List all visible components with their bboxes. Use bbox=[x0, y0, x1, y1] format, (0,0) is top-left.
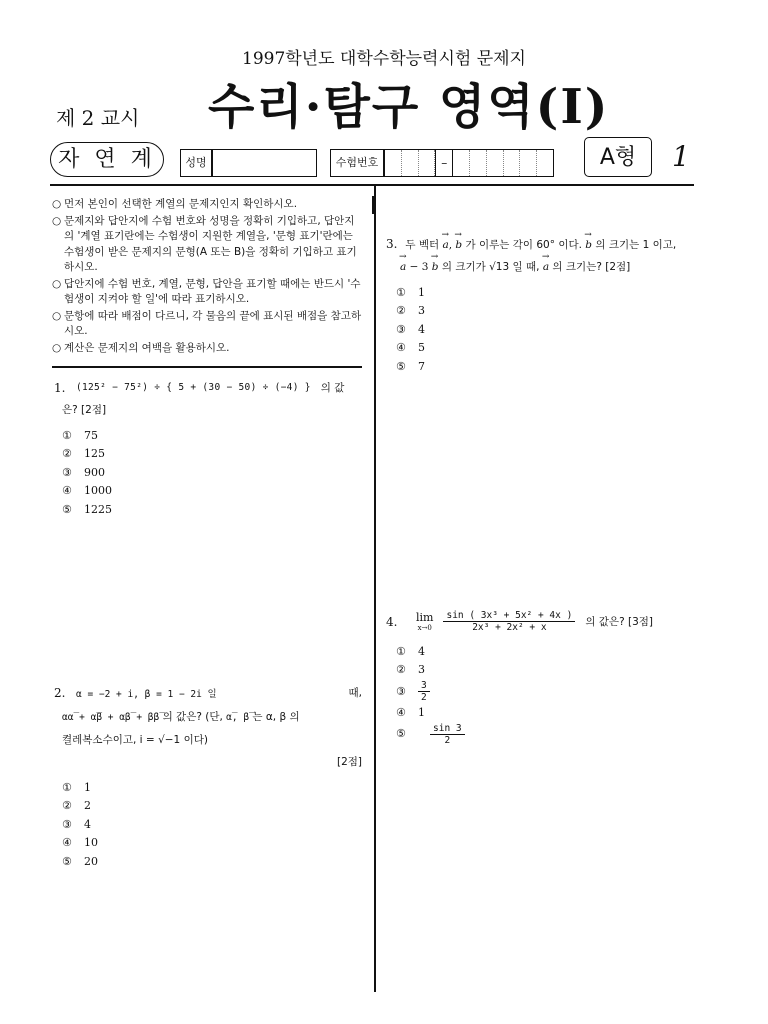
question-text: 두 벡터 bbox=[405, 239, 440, 251]
limit-operator: lim bbox=[416, 611, 434, 624]
vector-b: → b bbox=[432, 256, 439, 278]
question-expression: α̅, β̅ bbox=[226, 712, 250, 723]
question-2 bbox=[54, 682, 362, 871]
fraction-numerator: sin ( 3x³ + 5x² + 4x ) bbox=[443, 610, 575, 622]
header-rule bbox=[50, 184, 694, 186]
column-divider-tick bbox=[372, 196, 376, 214]
instruction-item: ○ 문항에 따라 배점이 다르니, 각 물음의 끝에 표시된 배점을 참고하시오. bbox=[52, 309, 362, 337]
question-text: 의 값 bbox=[320, 382, 345, 394]
limit-fraction bbox=[443, 610, 575, 633]
exam-number-digit[interactable] bbox=[402, 150, 419, 176]
answer-choices bbox=[54, 779, 362, 871]
answer-choice[interactable]: ① 4 bbox=[396, 645, 425, 658]
instructions bbox=[52, 197, 364, 357]
exam-number-digit[interactable] bbox=[487, 150, 504, 176]
answer-choice[interactable]: ② 3 bbox=[396, 304, 425, 318]
instruction-item: ○ 답안지에 수험 번호, 계열, 문형, 답안을 표기할 때에는 반드시 '수험생이 지켜야 할 일'에 따라 표기하시오. bbox=[52, 277, 361, 305]
page-number: 1 bbox=[672, 140, 690, 173]
answer-choices bbox=[54, 427, 364, 519]
answer-choice[interactable]: ② 3 bbox=[396, 663, 425, 677]
column-divider bbox=[374, 186, 376, 992]
question-text: α = −2 + i, β = 1 − 2i 일 bbox=[76, 689, 217, 700]
question-text: 은? [2점] bbox=[62, 404, 107, 416]
exam-number-digit[interactable] bbox=[385, 150, 402, 176]
answer-choice[interactable]: ② 2 bbox=[62, 799, 91, 813]
answer-choice[interactable]: ② 125 bbox=[62, 447, 105, 461]
instruction-item: ○ 계산은 문제지의 여백을 활용하시오. bbox=[52, 341, 230, 354]
answer-choice[interactable]: ① 1 bbox=[396, 286, 425, 299]
question-text: 켤레복소수이고, i = √−1 이다) bbox=[62, 734, 208, 746]
instructions-rule bbox=[52, 366, 362, 368]
answer-choice[interactable]: ④ 10 bbox=[62, 836, 98, 850]
exam-title: 수리·탐구 영역(Ⅰ) bbox=[208, 79, 610, 135]
exam-number-label: 수험번호 bbox=[330, 149, 384, 177]
answer-choice[interactable]: ⑤ 20 bbox=[62, 854, 98, 868]
track-badge: 자 연 계 bbox=[50, 142, 164, 177]
answer-choice[interactable]: ⑤ 1225 bbox=[62, 502, 112, 516]
exam-number-digit[interactable] bbox=[470, 150, 487, 176]
answer-choice[interactable]: ③ 900 bbox=[62, 465, 105, 479]
exam-period: 제 2 교시 bbox=[56, 106, 140, 130]
question-expression: − 3 bbox=[409, 261, 429, 273]
question-3: 3. 두 벡터 → a, → b 가 이루는 각이 60° 이다. → b 의 크기는 1 이고, → a − 3 → b 의 크기가 √13 일 때, → a 의 크기는? [2점] ① 1 ② 3 ③ 4 ④ 5 ⑤ 7 bbox=[386, 233, 698, 376]
answer-choice[interactable]: ③ 4 bbox=[62, 817, 91, 831]
vector-a: → a bbox=[400, 256, 406, 278]
instruction-item: ○ 먼저 본인이 선택한 계열의 문제지인지 확인하시오. bbox=[52, 198, 298, 210]
question-text: 의 크기는 1 이고, bbox=[595, 239, 677, 251]
exam-number-digit[interactable] bbox=[504, 150, 521, 176]
answer-choice[interactable]: ① 75 bbox=[62, 429, 98, 442]
limit-subscript: x→0 bbox=[417, 624, 432, 632]
question-text: 때, bbox=[348, 687, 362, 699]
answer-choice[interactable]: ④ 1000 bbox=[62, 484, 112, 498]
exam-number-separator: – bbox=[435, 150, 453, 176]
answer-choices bbox=[386, 643, 706, 746]
exam-type-box: A형 bbox=[584, 137, 652, 177]
answer-choice[interactable]: ③ $\frac{3}{2}$ bbox=[396, 680, 706, 704]
exam-number-digit[interactable] bbox=[419, 150, 436, 176]
question-text: 가 이루는 각이 60° 이다. bbox=[465, 239, 582, 251]
exam-number-digit[interactable] bbox=[520, 150, 537, 176]
exam-number-field[interactable] bbox=[384, 149, 554, 177]
answer-choice[interactable]: ① 1 bbox=[62, 781, 91, 794]
name-label: 성명 bbox=[180, 149, 212, 177]
vector-b: → b bbox=[585, 234, 592, 256]
answer-choice[interactable]: ⑤ 7 bbox=[396, 359, 425, 373]
instruction-item: ○ 문제지와 답안지에 수험 번호와 성명을 정확히 기입하고, 답안지의 '계열 표기란에는 수험생이 지원한 계열을, '문형 표기'란에는 수험생이 받은 문제지의 문형(A 또는 B)을 정확히 기입하고 표기하시오. bbox=[52, 214, 357, 273]
question-number: 3. bbox=[386, 237, 398, 251]
answer-choice[interactable]: ④ 1 bbox=[396, 705, 425, 719]
vector-b: → b bbox=[455, 234, 462, 256]
exam-number-digit[interactable] bbox=[537, 150, 553, 176]
question-expression: (125² − 75²) ÷ { 5 + (30 − 50) ÷ (−4) } bbox=[76, 382, 311, 393]
question-points: [2점] bbox=[336, 756, 362, 768]
question-text: 의 크기는? [2점] bbox=[552, 261, 631, 273]
exam-number-digit[interactable] bbox=[453, 150, 470, 176]
name-field[interactable] bbox=[212, 149, 317, 177]
answer-choice[interactable]: ④ 5 bbox=[396, 341, 425, 355]
vector-a: → a bbox=[442, 234, 448, 256]
answer-choice[interactable]: ⑤ $\frac{\sin 3}{2}$ bbox=[396, 722, 706, 746]
year-title: 1997학년도 대학수학능력시험 문제지 bbox=[242, 49, 526, 69]
answer-choice[interactable]: ③ 4 bbox=[396, 322, 425, 336]
question-text: 의 크기가 √13 일 때, bbox=[441, 261, 540, 273]
question-expression: αα̅ + α̅β + αβ̅ + ββ̅ bbox=[62, 712, 160, 723]
question-text: 의 값은? (단, bbox=[162, 711, 227, 723]
question-number: 1. bbox=[54, 381, 66, 395]
question-text: 의 값은? [3점] bbox=[585, 616, 654, 628]
answer-choices bbox=[386, 284, 698, 376]
question-number: 2. bbox=[54, 686, 66, 700]
question-number: 4. bbox=[386, 614, 398, 629]
question-1 bbox=[54, 377, 364, 519]
question-text: 는 α, β 의 bbox=[252, 711, 300, 723]
fraction-denominator: 2x³ + 2x² + x bbox=[472, 622, 547, 633]
vector-a: → a bbox=[543, 256, 549, 278]
question-4 bbox=[386, 610, 706, 746]
